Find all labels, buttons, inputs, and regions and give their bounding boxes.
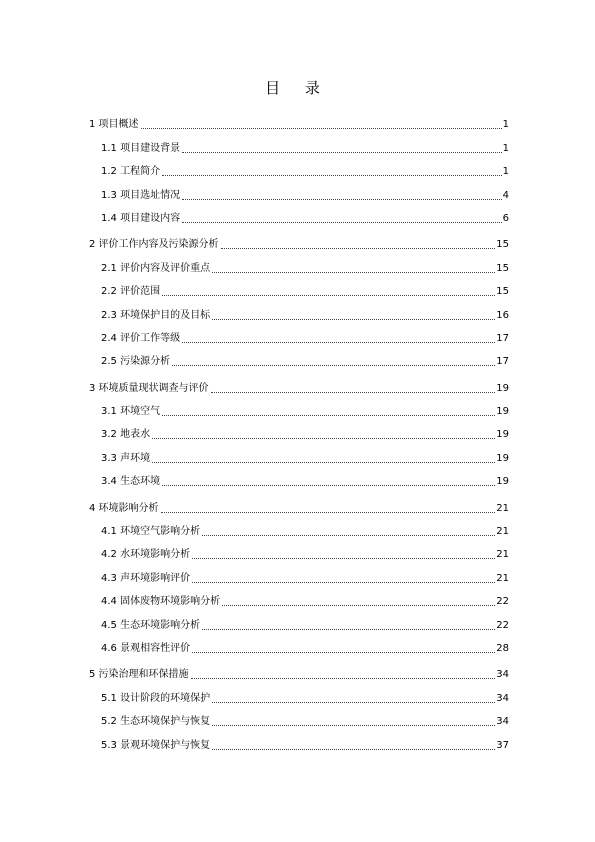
dot-leader — [212, 319, 495, 320]
dot-leader — [162, 485, 495, 486]
toc-entry-label: 1.3 项目选址情况 — [101, 189, 181, 201]
dot-leader — [182, 152, 502, 153]
toc-section-entry[interactable] — [89, 538, 509, 561]
toc-section-entry[interactable] — [89, 728, 509, 751]
toc-section-entry[interactable] — [89, 585, 509, 608]
toc-entry-label: 2 评价工作内容及污染源分析 — [89, 239, 219, 251]
dot-leader — [192, 652, 495, 653]
dot-leader — [152, 462, 495, 463]
toc-entry-label: 4.1 环境空气影响分析 — [101, 526, 201, 538]
toc-chapter-group — [89, 658, 509, 752]
dot-leader — [162, 295, 495, 296]
toc-section-entry[interactable] — [89, 345, 509, 368]
toc-entry-label: 2.2 评价范围 — [101, 286, 161, 298]
toc-page-number: 17 — [496, 356, 509, 368]
dot-leader — [161, 512, 496, 513]
toc-entry-label: 5 污染治理和环保措施 — [89, 669, 189, 681]
dot-leader — [162, 175, 502, 176]
toc-section-entry[interactable] — [89, 275, 509, 298]
toc-chapter-entry[interactable] — [89, 658, 509, 681]
toc-page-number: 21 — [496, 572, 509, 584]
toc-page-number: 34 — [496, 692, 509, 704]
toc-section-entry[interactable] — [89, 322, 509, 345]
toc-entry-label: 1 项目概述 — [89, 119, 139, 131]
toc-entry-label: 1.4 项目建设内容 — [101, 212, 181, 224]
dot-leader — [192, 558, 495, 559]
toc-section-entry[interactable] — [89, 395, 509, 418]
toc-section-entry[interactable] — [89, 418, 509, 441]
toc-entry-label: 4.6 景观相容性评价 — [101, 642, 191, 654]
toc-page-number: 21 — [496, 549, 509, 561]
dot-leader — [141, 128, 502, 129]
toc-page-number: 19 — [496, 406, 509, 418]
toc-chapter-entry[interactable] — [89, 108, 509, 131]
toc-section-entry[interactable] — [89, 131, 509, 154]
dot-leader — [182, 342, 495, 343]
toc-entry-label: 5.1 设计阶段的环境保护 — [101, 692, 211, 704]
toc-section-entry[interactable] — [89, 632, 509, 655]
toc-entry-label: 1.2 工程简介 — [101, 166, 161, 178]
toc-entry-label: 3.1 环境空气 — [101, 406, 161, 418]
toc-entry-label: 3 环境质量现状调查与评价 — [89, 382, 209, 394]
toc-page-number: 1 — [502, 119, 509, 131]
toc-entry-label: 4.4 固体废物环境影响分析 — [101, 596, 221, 608]
dot-leader — [221, 248, 496, 249]
toc-chapter-group — [89, 228, 509, 368]
toc-page-number: 15 — [496, 239, 509, 251]
toc-page-number: 21 — [496, 502, 509, 514]
toc-page-number: 15 — [496, 286, 509, 298]
toc-entry-label: 2.5 污染源分析 — [101, 356, 171, 368]
dot-leader — [182, 222, 502, 223]
dot-leader — [212, 749, 495, 750]
toc-page-number: 19 — [496, 382, 509, 394]
dot-leader — [202, 535, 495, 536]
toc-section-entry[interactable] — [89, 251, 509, 274]
toc-page-number: 1 — [502, 166, 509, 178]
dot-leader — [202, 629, 495, 630]
toc-entry-label: 1.1 项目建设背景 — [101, 142, 181, 154]
toc-page-number: 17 — [496, 332, 509, 344]
toc-section-entry[interactable] — [89, 178, 509, 201]
dot-leader — [152, 438, 495, 439]
toc-page-number: 34 — [496, 669, 509, 681]
toc-page-number: 19 — [496, 452, 509, 464]
dot-leader — [212, 725, 495, 726]
toc-section-entry[interactable] — [89, 155, 509, 178]
toc-page-number: 28 — [496, 642, 509, 654]
dot-leader — [191, 678, 496, 679]
dot-leader — [212, 272, 495, 273]
dot-leader — [212, 702, 495, 703]
toc-page-number: 34 — [496, 716, 509, 728]
toc-chapter-group — [89, 371, 509, 488]
toc-page-number: 1 — [502, 142, 509, 154]
toc-entry-label: 3.3 声环境 — [101, 452, 151, 464]
dot-leader — [172, 365, 495, 366]
toc-page-number: 4 — [502, 189, 509, 201]
toc-chapter-group — [89, 108, 509, 225]
toc-section-entry[interactable] — [89, 465, 509, 488]
toc-entry-label: 5.2 生态环境保护与恢复 — [101, 716, 211, 728]
toc-entry-label: 2.3 环境保护目的及目标 — [101, 309, 211, 321]
toc-entry-label: 4.3 声环境影响评价 — [101, 572, 191, 584]
toc-entry-label: 2.1 评价内容及评价重点 — [101, 262, 211, 274]
toc-entry-label: 2.4 评价工作等级 — [101, 332, 181, 344]
toc-page-number: 6 — [502, 212, 509, 224]
toc-section-entry[interactable] — [89, 298, 509, 321]
toc-page-number: 19 — [496, 476, 509, 488]
toc-page-number: 15 — [496, 262, 509, 274]
toc-entry-label: 3.4 生态环境 — [101, 476, 161, 488]
toc-section-entry[interactable] — [89, 561, 509, 584]
toc-page-number: 16 — [496, 309, 509, 321]
toc-chapter-entry[interactable] — [89, 228, 509, 251]
dot-leader — [211, 392, 496, 393]
toc-page-number: 22 — [496, 596, 509, 608]
dot-leader — [182, 199, 502, 200]
toc-entry-label: 4 环境影响分析 — [89, 502, 159, 514]
toc-page-number: 21 — [496, 526, 509, 538]
toc-title: 目 录 — [265, 79, 330, 97]
toc-page-number: 19 — [496, 429, 509, 441]
toc-entry-label: 5.3 景观环境保护与恢复 — [101, 739, 211, 751]
dot-leader — [192, 582, 495, 583]
toc-section-entry[interactable] — [89, 441, 509, 464]
toc-section-entry[interactable] — [89, 515, 509, 538]
dot-leader — [222, 605, 495, 606]
dot-leader — [162, 415, 495, 416]
toc-section-entry[interactable] — [89, 681, 509, 704]
toc-section-entry[interactable] — [89, 608, 509, 631]
toc-section-entry[interactable] — [89, 705, 509, 728]
toc-entry-label: 4.5 生态环境影响分析 — [101, 619, 201, 631]
toc-entry-label: 4.2 水环境影响分析 — [101, 549, 191, 561]
table-of-contents — [89, 108, 509, 755]
toc-chapter-entry[interactable] — [89, 371, 509, 394]
toc-entry-label: 3.2 地表水 — [101, 429, 151, 441]
toc-chapter-group — [89, 491, 509, 655]
toc-section-entry[interactable] — [89, 202, 509, 225]
toc-page-number: 22 — [496, 619, 509, 631]
toc-page-number: 37 — [496, 739, 509, 751]
toc-chapter-entry[interactable] — [89, 491, 509, 514]
